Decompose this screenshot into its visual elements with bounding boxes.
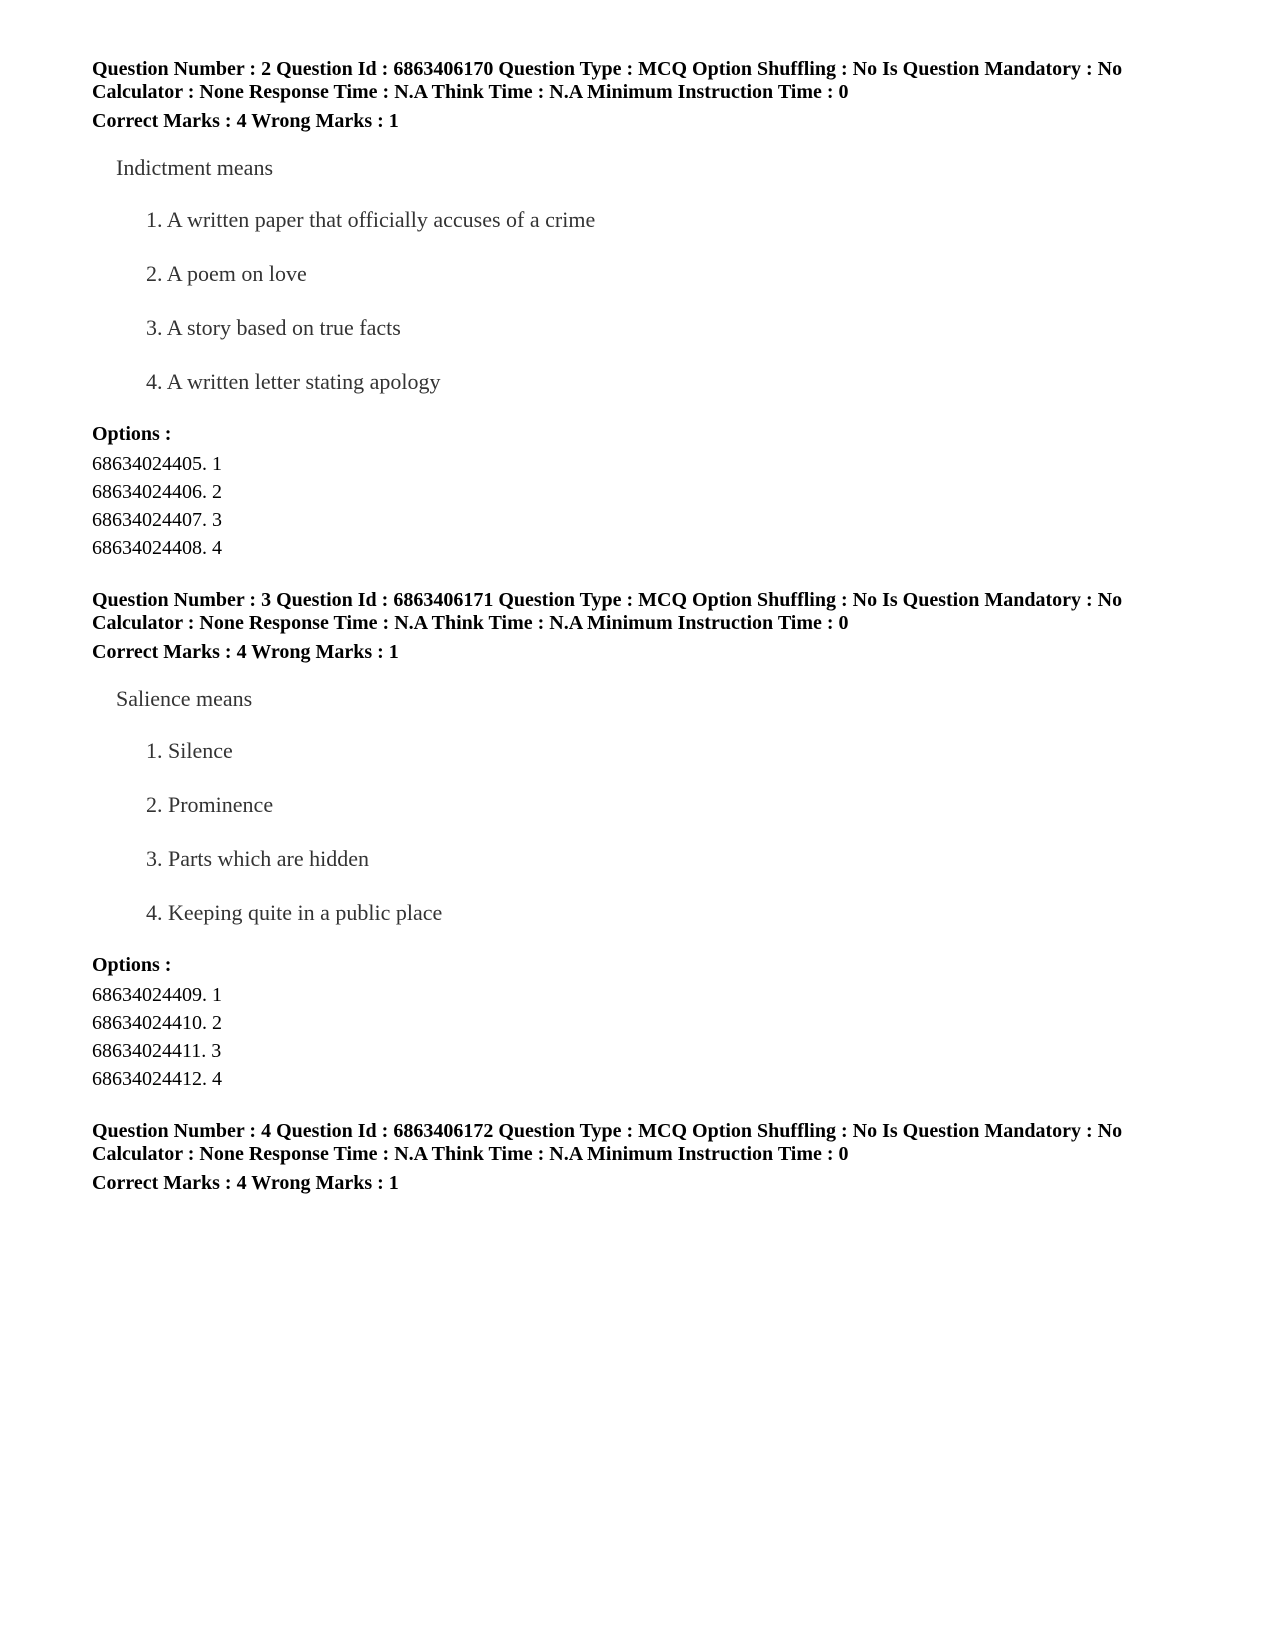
question-meta-line2: Calculator : None Response Time : N.A Think Time : N.A Minimum Instruction Time : 0 — [92, 81, 849, 103]
question-choices — [146, 205, 1202, 397]
question-meta-line2: Calculator : None Response Time : N.A Think Time : N.A Minimum Instruction Time : 0 — [92, 1143, 849, 1165]
choice-item: 3. Parts which are hidden — [146, 846, 369, 871]
question-block-3 — [92, 589, 1202, 1093]
option-id-item: 68634024408. 4 — [92, 537, 222, 559]
options-list — [92, 450, 1202, 562]
question-meta-line1: Question Number : 4 Question Id : 6863406172 Question Type : MCQ Option Shuffling : No Is Question Mandatory : No — [92, 1120, 1123, 1142]
choice-item: 1. A written paper that officially accuses of a crime — [146, 207, 596, 232]
options-list — [92, 981, 1202, 1093]
question-meta-line1: Question Number : 3 Question Id : 6863406171 Question Type : MCQ Option Shuffling : No Is Question Mandatory : No — [92, 589, 1123, 611]
choice-item: 2. A poem on love — [146, 261, 307, 286]
question-body — [116, 153, 1202, 397]
question-meta-line2: Calculator : None Response Time : N.A Think Time : N.A Minimum Instruction Time : 0 — [92, 612, 849, 634]
option-id-item: 68634024406. 2 — [92, 481, 222, 503]
option-id-item: 68634024412. 4 — [92, 1068, 222, 1090]
choice-item: 4. A written letter stating apology — [146, 369, 441, 394]
question-block-4 — [92, 1120, 1202, 1195]
option-id-item: 68634024410. 2 — [92, 1012, 222, 1034]
options-label: Options : — [92, 423, 172, 445]
question-body — [116, 684, 1202, 928]
option-id-item: 68634024407. 3 — [92, 509, 222, 531]
option-id-item: 68634024405. 1 — [92, 453, 222, 475]
choice-item: 4. Keeping quite in a public place — [146, 900, 443, 925]
choice-item: 1. Silence — [146, 738, 233, 763]
question-stem: Salience means — [116, 686, 253, 711]
question-marks: Correct Marks : 4 Wrong Marks : 1 — [92, 1172, 399, 1194]
question-stem: Indictment means — [116, 155, 274, 180]
option-id-item: 68634024409. 1 — [92, 984, 222, 1006]
choice-item: 2. Prominence — [146, 792, 274, 817]
question-marks: Correct Marks : 4 Wrong Marks : 1 — [92, 641, 399, 663]
question-meta-line1: Question Number : 2 Question Id : 6863406170 Question Type : MCQ Option Shuffling : No Is Question Mandatory : No — [92, 58, 1123, 80]
question-marks: Correct Marks : 4 Wrong Marks : 1 — [92, 110, 399, 132]
question-choices — [146, 736, 1202, 928]
options-label: Options : — [92, 954, 172, 976]
choice-item: 3. A story based on true facts — [146, 315, 401, 340]
option-id-item: 68634024411. 3 — [92, 1040, 222, 1062]
question-block-2 — [92, 58, 1202, 562]
